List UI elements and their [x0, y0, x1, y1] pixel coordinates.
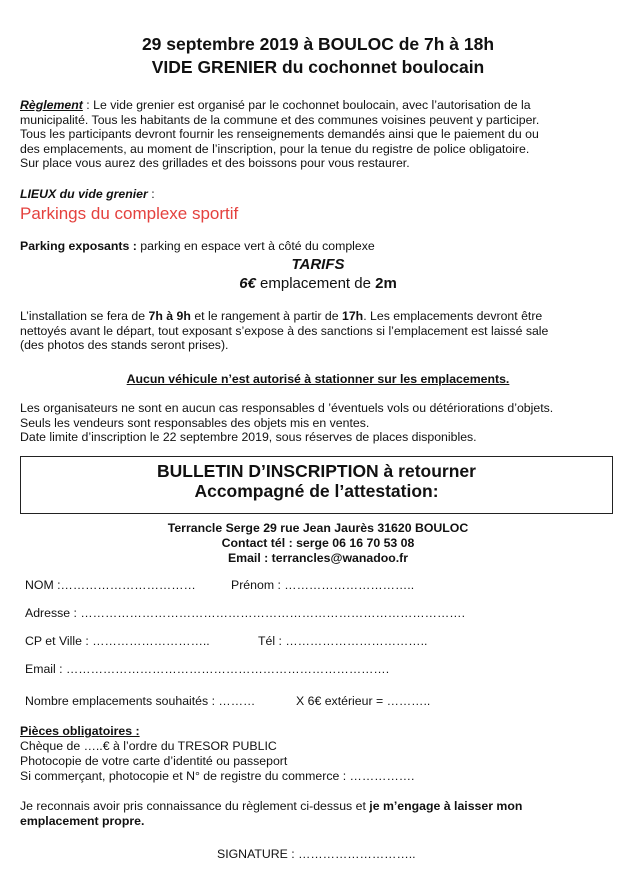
pieces-heading — [20, 724, 140, 738]
engagement-line2: emplacement propre. — [20, 813, 145, 828]
event-title: 29 septembre 2019 à BOULOC de 7h à 18h — [141, 34, 495, 54]
reglement-line1: : Le vide grenier est organisé par le cochonnet boulocain, avec l’autorisation de la — [82, 98, 531, 112]
bulletin-box — [20, 456, 613, 514]
reglement-label: Règlement — [20, 98, 83, 112]
tarifs-size: 2m — [375, 275, 397, 292]
email-field[interactable]: Email : ……………………………………………………………………. — [25, 662, 390, 676]
installation-text-c: et le rangement à partir de — [190, 309, 342, 323]
contact-email — [0, 551, 636, 565]
disclaimer-line3: Date limite d’inscription le 22 septembre 2019, sous réserves de places disponibles. — [20, 430, 477, 445]
signature-field[interactable]: SIGNATURE : ……………………….. — [217, 847, 416, 861]
pieces-heading-text: Pièces obligatoires : — [20, 724, 140, 738]
tarifs-price — [0, 275, 636, 292]
parking-exposants-text: parking en espace vert à côté du complexe — [136, 239, 375, 253]
bulletin-line1: BULLETIN D’INSCRIPTION à retourner — [157, 461, 476, 481]
reglement-line3: Tous les participants devront fournir les renseignements demandés ainsi que le paiement du ou — [20, 127, 539, 142]
bulletin-line2: Accompagné de l’attestation: — [194, 481, 439, 501]
tel-field[interactable]: Tél : …………………………….. — [258, 634, 428, 648]
prenom-field[interactable]: Prénom : ………………………….. — [231, 578, 415, 592]
event-subtitle: VIDE GRENIER du cochonnet boulocain — [151, 57, 485, 77]
warning-line — [0, 372, 636, 386]
disclaimer-paragraph — [20, 401, 615, 445]
lieux-suffix: : — [147, 187, 155, 201]
installation-line3: (des photos des stands seront prises). — [20, 338, 229, 353]
parking-exposants — [20, 239, 375, 253]
tarifs-price-text: emplacement de — [255, 275, 376, 292]
installation-hours: 7h à 9h — [148, 309, 191, 323]
tarifs-heading — [0, 256, 636, 273]
contact-phone-text: Contact tél : serge 06 16 70 53 08 — [221, 536, 415, 550]
reglement-line4: des emplacements, au moment de l’inscription, pour la tenue du registre de police obligatoire. — [20, 141, 530, 156]
lieux-place: Parkings du complexe sportif — [20, 204, 239, 223]
tarifs-heading-text: TARIFS — [291, 256, 345, 273]
contact-phone — [0, 536, 636, 550]
disclaimer-line1: Les organisateurs ne sont en aucun cas responsables d ’éventuels vols ou détériorations d’objets. — [20, 401, 554, 415]
installation-text-a: L’installation se fera de — [20, 309, 149, 323]
contact-address-text: Terrancle Serge 29 rue Jean Jaurès 31620 BOULOC — [167, 521, 469, 535]
installation-paragraph — [20, 309, 615, 353]
adresse-field[interactable]: Adresse : …………………………………………………………………………………. — [25, 606, 465, 620]
reglement-line2: municipalité. Tous les habitants de la commune et des communes voisines peuvent y participer. — [20, 112, 540, 127]
cp-ville-field[interactable]: CP et Ville : ……………………….. — [25, 634, 210, 648]
lieux-label: LIEUX du vide grenier — [20, 187, 148, 201]
reglement-line5: Sur place vous aurez des grillades et des boissons pour vous restaurer. — [20, 156, 410, 171]
tarifs-price-amount: 6€ — [239, 275, 256, 292]
engagement-text: Je reconnais avoir pris connaissance du règlement ci-dessus et — [20, 799, 370, 813]
pieces-line3: Si commerçant, photocopie et N° de registre du commerce : ……………. — [20, 769, 415, 783]
installation-end-hour: 17h — [341, 309, 364, 323]
nombre-emplacements-field[interactable]: Nombre emplacements souhaités : ……… — [25, 694, 256, 708]
disclaimer-line2: Seuls les vendeurs sont responsables des objets mis en ventes. — [20, 415, 370, 430]
engagement-bold: je m’engage à laisser mon — [369, 799, 523, 813]
lieux-heading — [20, 187, 155, 201]
pieces-line2: Photocopie de votre carte d’identité ou passeport — [20, 754, 288, 768]
nom-field[interactable]: NOM :…………………………… — [25, 578, 196, 592]
installation-line2: nettoyés avant le départ, tout exposant s’expose à des sanctions si l’emplacement est laissé sale — [20, 323, 549, 338]
pieces-line1: Chèque de …..€ à l’ordre du TRESOR PUBLIC — [20, 739, 277, 753]
engagement-paragraph — [20, 799, 615, 828]
parking-exposants-label: Parking exposants : — [20, 239, 137, 253]
contact-email-text: Email : terrancles@wanadoo.fr — [227, 551, 409, 565]
contact-address — [0, 521, 636, 535]
total-field[interactable]: X 6€ extérieur = ……….. — [296, 694, 431, 708]
warning-text: Aucun véhicule n’est autorisé à stationner sur les emplacements. — [126, 372, 510, 386]
installation-text-e: . Les emplacements devront être — [363, 309, 543, 323]
reglement-paragraph — [20, 98, 615, 171]
